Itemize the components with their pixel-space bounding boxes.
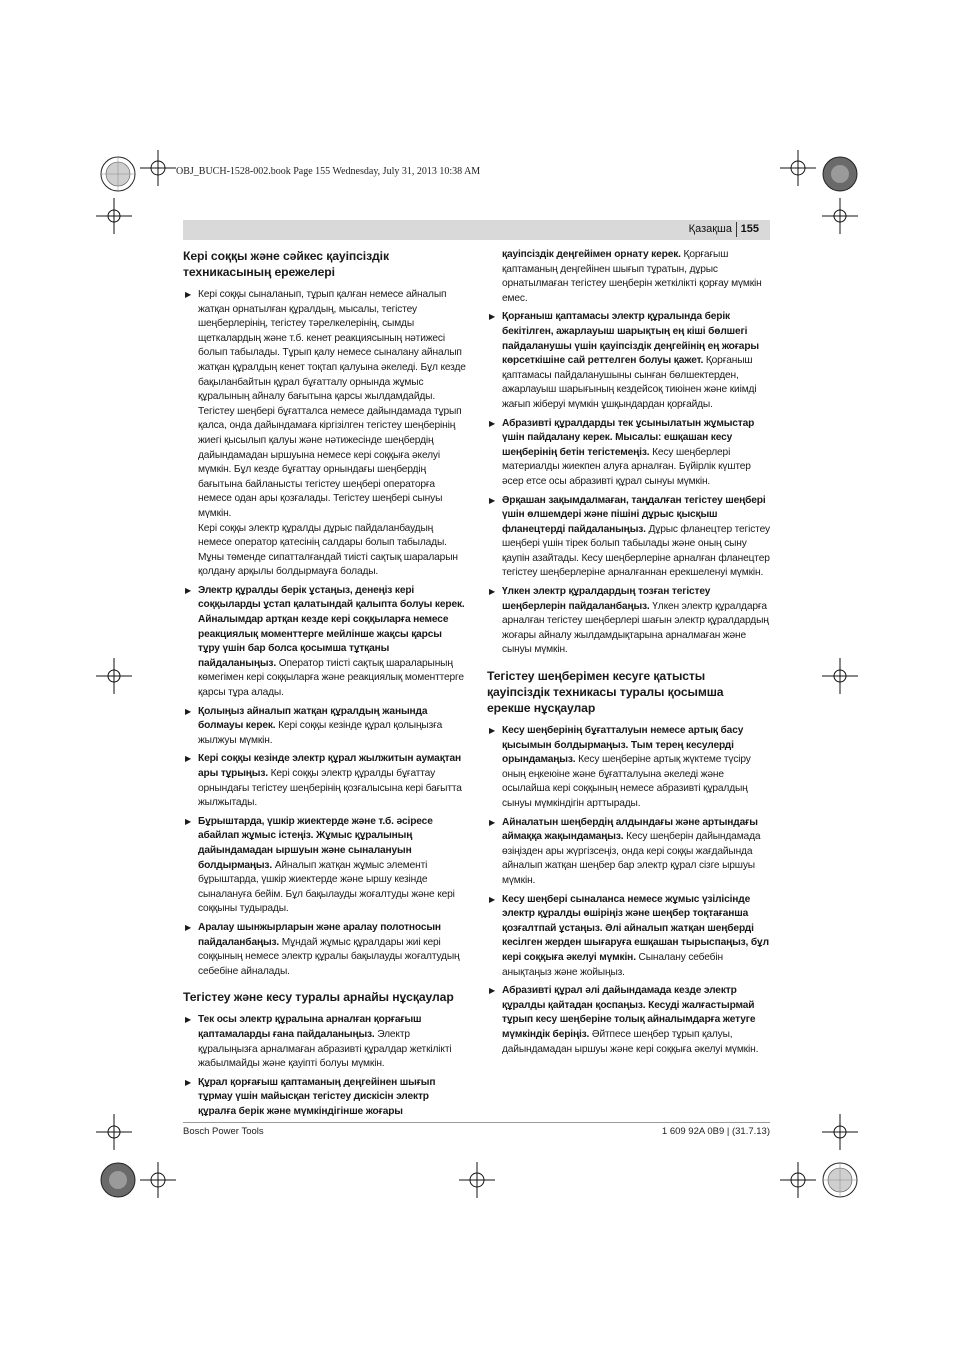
crosshair-icon [140,1162,176,1198]
list-item [487,984,770,1057]
list-item [183,815,466,917]
registration-mark-icon [98,154,138,194]
item-text: Қорғаныш қаптамасы пайдаланушыны сынған бөлшектерден, ажарлауыш шарығының кездейсоқ тиюінен және киімді жағып жіберуі мүмкін ұшқындардан қорғайды. [502,355,757,410]
item-bold-text: Әрқашан зақымдалмаған, таңдалған тегістеу шеңбері үшін өлшемдері және пішіні дұрыс қысқыш фланецтерді пайдаланыңыз. [502,494,766,535]
item-bold-text: Үлкен электр құралдардың тозған тегістеу шеңберлерін пайдаланбаңыз. [502,586,711,612]
list-item [183,288,466,405]
bullet-arrow-icon: ▶ [489,726,496,736]
item-text: Кесу шеңберіне артық жүктеме түсіру оның еңкеюіне және бұғатталуына әкеледі және осылайша кері соққының немесе абразивті құралдың сынуы мүмкіндігін арттырады. [502,754,751,809]
item-bold-text: Бұрыштарда, үшкір жиектерде және т.б. әсіресе абайлап жұмыс істеңіз. Жұмыс құралының дайындамадан ыршуын және сыналануын болдырмаңыз. [198,815,433,871]
item-bold-text: Абразивті құралдарды тек ұсынылатын жұмыстар үшін пайдалану керек. Мысалы: ешқашан кесу шеңберінің бетін тегістемеңіз. [502,417,755,458]
item-text: Кесу шеңберін дайындамада өзіңізден ары жүргізсеңіз, онда кері соққы жағдайында айналып жатқан шеңбер бар электр құрал сізге ыршуы мүмкін. [502,831,761,886]
section-title-kickback: Кері соққы және сәйкес қауіпсіздік техникасының ережелері [183,249,389,279]
item-bold-text: Кесу шеңбері сыналанса немесе жұмыс үзілісінде электр құралды өшіріңіз және шеңбер тоқтағанша қозғалтпай ұстаңыз. Әлі айналып жатқан шеңберді кесілген жерден шығаруға ешқашан тырыспаңыз, бұл кері соққыға әкелуі мүмкін. [502,893,769,963]
footer-rule [183,1122,770,1123]
crosshair-icon [822,1114,858,1150]
item-text: Айналып жатқан жұмыс элементі бұрыштарда, үшкір жиектерде және ыршу кезінде сыналануға бейім. Бұл бақылауды жоғалтуды және кері соққыны тудырады. [198,859,455,915]
item-bold-text: Құрал қорғағыш қаптаманың деңгейінен шығып тұрмау үшін майысқан тегістеу дискісін электр құралға берік және мүмкіндігінше жоғары [198,1076,436,1117]
list-item [183,584,466,701]
color-target-icon [820,154,860,194]
bullet-arrow-icon: ▶ [489,894,496,904]
list-item [487,310,770,412]
bullet-arrow-icon: ▶ [185,706,192,716]
item-bold-text: Кесу шеңберінің бұғатталуын немесе артық басу қысымын болдырмаңыз. Тым терең кесулерді орындамаңыз. [502,725,744,766]
item-bold-text: Айналатын шеңбердің алдындағы және артындағы аймаққа жақындамаңыз. [502,816,758,843]
section-title-cutting-safety: Тегістеу шеңберімен кесуге қатысты қауіпсіздік техникасы туралы қосымша ерекше нұсқаулар [487,669,724,716]
item-text: Мұндай жұмыс құралдары жиі кері соққының немесе электр құралы бақылауды жоғалтудың себебіне айналады. [198,936,460,977]
crosshair-icon [822,198,858,234]
list-item [487,585,770,658]
item-bold-text: Абразивті құрал әлі дайындамада кезде электр құралды қайтадан қоспаңыз. Кесуді жалғастырмай тұрып кесу шеңберіне толық айналымдарға жетуге мүмкіндік беріңіз. [502,985,756,1040]
crosshair-icon [822,658,858,694]
bullet-arrow-icon: ▶ [185,1077,192,1087]
crosshair-icon [780,1162,816,1198]
bullet-arrow-icon: ▶ [185,1015,192,1025]
header-language: Қазақша [688,223,732,235]
crosshair-icon [96,198,132,234]
footer-doc-code: 1 609 92A 0B9 | (31.7.13) [661,1126,770,1137]
bullet-arrow-icon: ▶ [489,312,496,322]
list-item [183,522,466,580]
crosshair-icon [140,150,176,186]
grinding-list-cont [487,310,770,658]
continued-paragraph [487,248,770,306]
item-text: Кері соққы электр құралды дұрыс пайдаланбаудың немесе оператор қатесінің салдары болып табылады. Мұны төменде сипатталғандай тиісті сақтық шараларын қолдану арқылы болдырмауға болады. [198,522,458,578]
list-item [487,494,770,582]
color-target-icon [820,1160,860,1200]
header-separator [736,222,737,237]
item-text: Кері соққы кезінде құрал қолыңызға жылжуы мүмкін. [198,720,443,746]
item-text: Оператор тиісті сақтық шараларының көмегімен кері соққыларға және реакциялық моменттерге қарсы тұра алады. [198,657,464,699]
item-text: Кесу шеңберлері материалды жиекпен алуға арналған. Бүйірлік күштер әсер етсе осы абразивті құрал сынуы мүмкін. [502,446,751,487]
registration-mark-icon [98,1160,138,1200]
list-item [183,405,466,522]
cutting-list [487,724,770,1057]
bullet-arrow-icon: ▶ [489,817,496,827]
continued-text: Қорғағыш қаптаманың деңгейінен шығып тұратын, дұрыс орнатылмаған тегістеу шеңберін жеткілікті қорғау мүмкін емес. [502,249,762,304]
bullet-arrow-icon: ▶ [489,986,496,996]
bullet-arrow-icon: ▶ [489,495,496,505]
item-text: Электр құралыңызға арналмаған абразивті құралдар жеткілікті жабылмайды және қауіпті болуы мүмкін. [198,1028,452,1070]
bullet-arrow-icon: ▶ [185,816,192,826]
item-bold-text: Тек осы электр құралына арналған қорғағыш қаптамаларды ғана пайдаланыңыз. [198,1014,422,1040]
left-column [183,248,466,1123]
item-bold-text: Қолыңыз айналып жатқан құралдың жанында болмауы керек. [198,705,428,732]
bullet-arrow-icon: ▶ [185,754,192,764]
footer-brand: Bosch Power Tools [183,1126,264,1137]
right-column [487,248,770,1061]
item-text: Кері соққы сыналанып, тұрып қалған немесе айналып жатқан орнатылған құралдың, мысалы, тегістеу шеңберлерінің, тегістеу тәрелкелерінің, сымды щеткалардың және т.б. кенет реакциясының нәтижесі болып табылады. Тұрып қалу немесе сыналану айналып жатқан құралдың кенет тоқтап қалуына әкеледі. Бұл кезде бақыланбайтын құрал бұғатталу орнында жұмыс құралының айналу бағытына қарсы жылдамдайды. [198,289,466,403]
list-item [487,417,770,490]
page-number: 155 [740,223,759,235]
page-header-bar [183,220,770,240]
item-bold-text: Электр құралды берік ұстаңыз, денеңіз кері соққыларды ұстап қалатындай қалыпта болуы керек. Айналымдар артқан кезде кері соққыларға немесе реакциялық моменттерге мейлінше жақсы қарсы тұру үшін бар болса қосымша тұтқаны пайдаланыңыз. [198,584,465,669]
bullet-arrow-icon: ▶ [489,587,496,597]
list-item [183,705,466,749]
list-item [487,816,770,889]
grinding-list [183,1013,466,1119]
item-bold-text: Аралау шынжырларын және аралау полотносын пайдаланбаңыз. [198,921,441,948]
item-text: Үлкен электр құралдарға арналған тегістеу шеңберлері шағын электр құралдардың жоғары айналу жылдамдықтарына арналмаған және сынуы мүмкін. [502,600,769,656]
crosshair-icon [96,658,132,694]
bullet-arrow-icon: ▶ [185,585,192,595]
crosshair-icon [459,1162,495,1198]
list-item [183,752,466,810]
list-item [183,921,466,979]
bullet-arrow-icon: ▶ [489,418,496,428]
print-header: OBJ_BUCH-1528-002.book Page 155 Wednesday, July 31, 2013 10:38 AM [176,166,481,177]
list-item [487,724,770,812]
item-bold-text: Кері соққы кезінде электр құрал жылжитын аумақтан ары тұрыңыз. [198,753,462,779]
continued-bold: қауіпсіздік деңгейімен орнату керек. [502,249,681,260]
bullet-arrow-icon: ▶ [185,922,192,932]
item-text: Кері соққы электр құралды бұғаттау орнындағы тегістеу шеңберінің қозғалысына кері бағытта жылжытады. [198,768,462,809]
bullet-arrow-icon: ▶ [185,290,192,299]
crosshair-icon [96,1114,132,1150]
list-item [183,1013,466,1071]
item-text: Тегістеу шеңбері бұғатталса немесе дайындамада тұрып қалса, онда дайындамаға кіргізілген тегістеу шеңберінің жиегі қысылып қалуы және нәтижесінде шеңбердің дайындамадан ыршуына немесе кері соққыға әкелуі мүмкін. Бұл кезде бұғаттау орнындағы шеңбердің бағытына байланысты тегістеу шеңбері операторға немесе одан ары қозғалады. Тегістеу шеңбері сынуы мүмкін. [198,405,462,519]
kickback-list [183,288,466,979]
list-item [487,893,770,981]
list-item [183,1076,466,1120]
item-text: Әйтпесе шеңбер тұрып қалуы, дайындамадан ыршуы және кері соққыға әкелуі мүмкін. [502,1028,759,1055]
item-text: Дұрыс фланецтер тегістеу шеңбері үшін тірек болып табылады және оның сыну қаупін азайтады. Кесу шеңберлеріне арналған фланецтер тегістеу шеңберлеріне арналғаннан ерекшеленуі мүмкін. [502,523,770,579]
item-bold-text: Қорғаныш қаптамасы электр құралында берік бекітілген, ажарлауыш шарықтың ең кіші бөлшегі пайдаланушы үшін қауіпсіздік деңгейінің ең жоғары көрсеткішіне сай реттелген болуы қажет. [502,311,759,367]
section-title-grinding-cutting: Тегістеу және кесу туралы арнайы нұсқаулар [183,990,454,1005]
crosshair-icon [780,150,816,186]
item-text: Сыналану себебін анықтаңыз және жойыңыз. [502,951,723,978]
